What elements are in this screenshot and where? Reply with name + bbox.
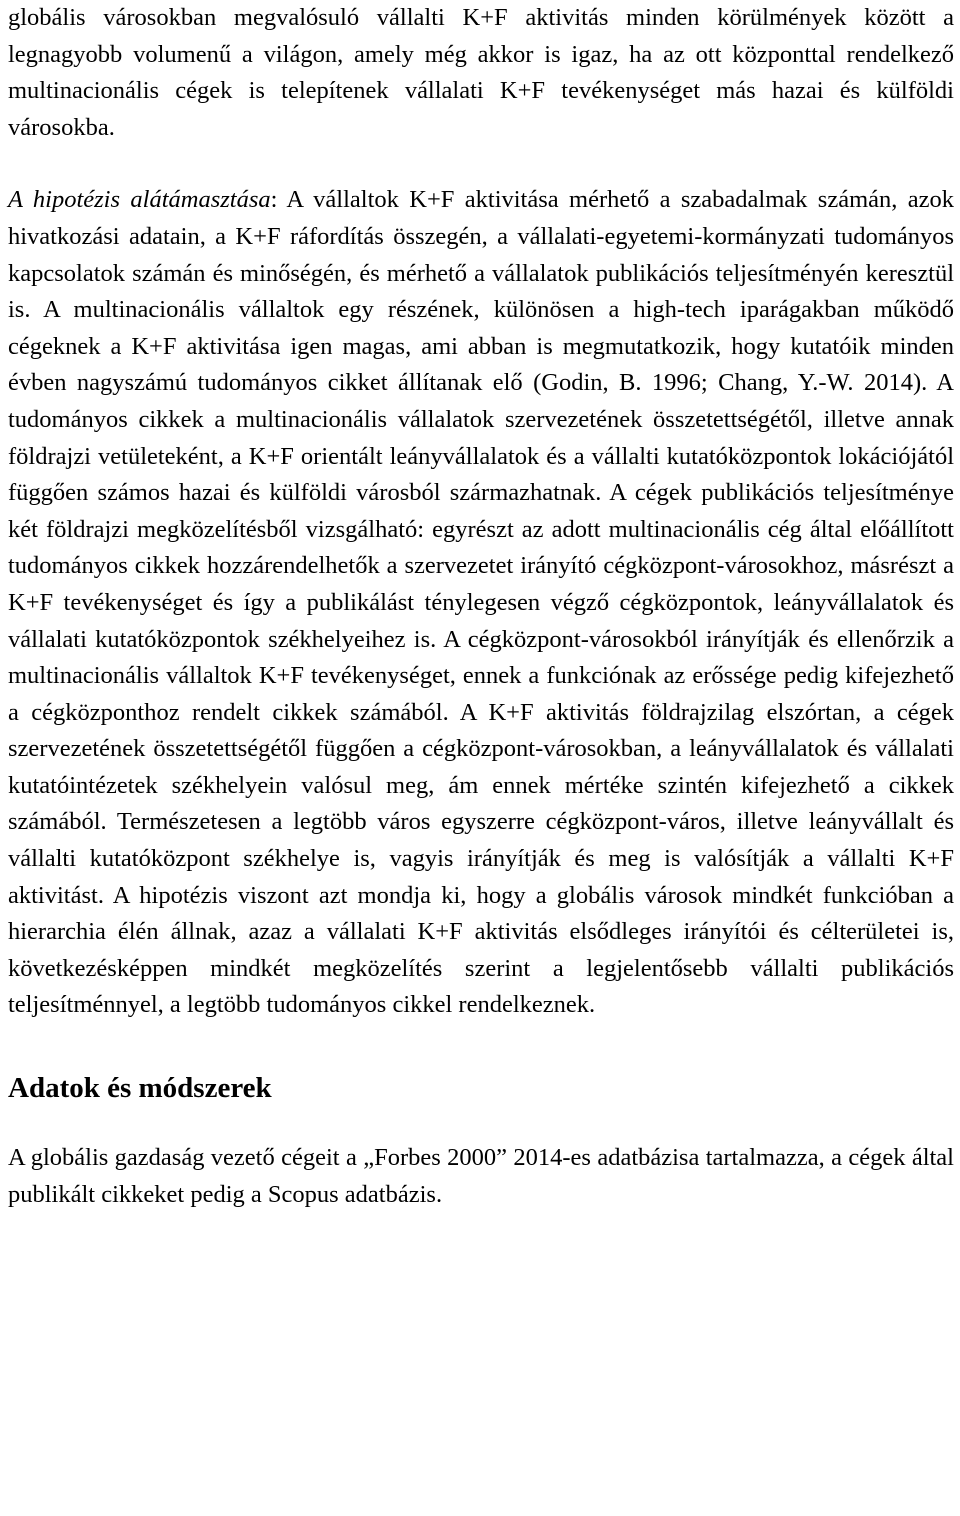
body-paragraph-continuation: globális városokban megvalósuló vállalti K+F aktivitás minden körülmények között a legnagyobb volumenű a világon, amely még akkor is igaz, ha az ott központtal rendelkező multinacionális cégek is telepítenek vállalati K+F tevékenységet más hazai és külföldi városokba. bbox=[8, 4, 954, 141]
hypothesis-support-label: A hipotézis alátámasztása bbox=[8, 186, 271, 214]
section-heading-data-and-methods: Adatok és módszerek bbox=[8, 1072, 272, 1105]
hypothesis-support-text: : A vállaltok K+F aktivitása mérhető a szabadalmak számán, azok hivatkozási adatain, a K+F ráfordítás összegén, a vállalati-egyetemi-kormányzati tudományos kapcsolatok számán és minőségén, és mérhető a vállalatok publikációs teljesítményén keresztül is. A multinacionális vállaltok egy részének, különösen a high-tech iparágakban működő cégeknek a K+F aktivitása igen magas, ami abban is megmutatkozik, hogy kutatóik minden évben nagyszámú tudományos cikket állítanak elő (Godin, B. 1996; Chang, Y.-W. 2014). A tudományos cikkek a multinacionális vállalatok szervezetének összetettségétől, illetve annak földrajzi vetületeként, a K+F orientált leányvállalatok és a vállalti kutatóközpontok lokációjától függően számos hazai és külföldi városból származhatnak. A cégek publikációs teljesítménye két földrajzi megközelítésből vizsgálható: egyrészt az adott multinacionális cég által előállított tudományos cikkek hozzárendelhetők a szervezetet irányító cégközpont-városokhoz, másrészt a K+F tevékenységet és így a publikálást ténylegesen végző cégközpontok, leányvállalatok és vállalati kutatóközpontok székhelyeihez is. A cégközpont-városokból irányítják és ellenőrzik a multinacionális vállaltok K+F tevékenységet, ennek a funkciónak az erőssége pedig kifejezhető a cégközponthoz rendelt cikkek számából. A K+F aktivitás földrajzilag elszórtan, a cégek szervezetének összetettségétől függően a cégközpont-városokban, a leányvállalatok és vállalati kutatóintézetek székhelyein valósul meg, ám ennek mértéke szintén kifejezhető a cikkek számából. Természetesen a legtöbb város egyszerre cégközpont-város, illetve leányvállalt és vállalti kutatóközpont székhelye is, vagyis irányítják és meg is valósítják a vállalti K+F aktivitást. A hipotézis viszont azt mondja ki, hogy a globális városok mindkét funkcióban a hierarchia élén állnak, azaz a vállalati K+F aktivitás elsődleges irányítói és célterületei is, következésképpen mindkét megközelítés szerint a legjelentősebb vállalti publikációs teljesítménnyel, a legtöbb tudományos cikkel rendelkeznek. bbox=[8, 186, 955, 1019]
body-paragraph-methods: A globális gazdaság vezető cégeit a „Forbes 2000” 2014-es adatbázisa tartalmazza, a cégek által publikált cikkeket pedig a Scopus adatbázis. bbox=[8, 1144, 954, 1208]
hypothesis-support-paragraph bbox=[8, 182, 954, 1024]
